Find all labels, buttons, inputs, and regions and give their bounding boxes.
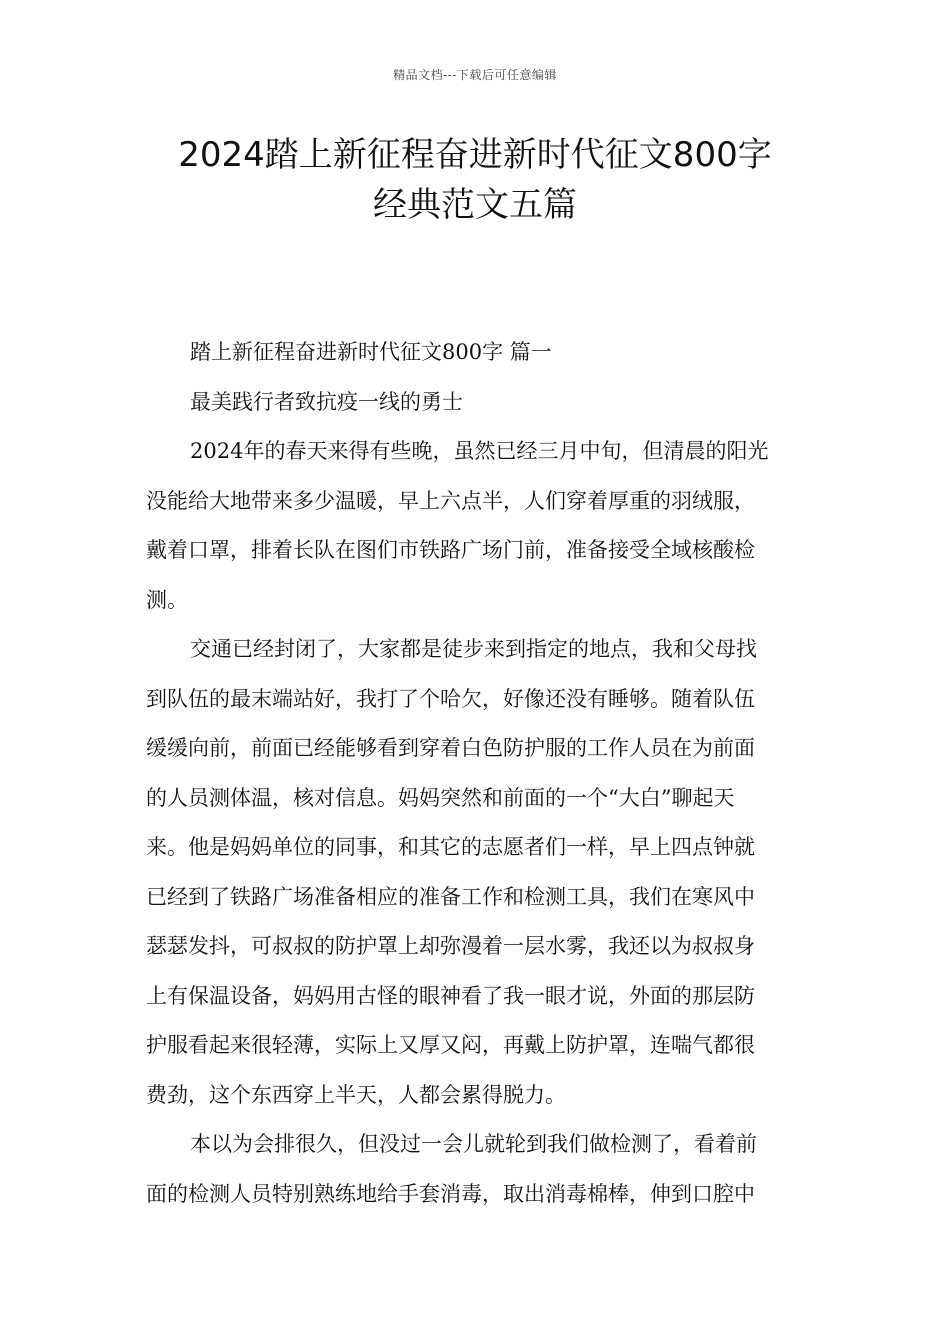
paragraph-line: 面的检测人员特别熟练地给手套消毒，取出消毒棉棒，伸到口腔中 [146,1181,755,1206]
paragraph-line: 缓缓向前，前面已经能够看到穿着白色防护服的工作人员在为前面 [146,736,755,760]
paragraph-2 [146,625,806,1120]
section-heading: 踏上新征程奋进新时代征文800字 篇一 [190,340,552,364]
document-title-line-2: 经典范文五篇 [373,185,577,225]
paragraph-1 [146,427,806,625]
paragraph-line: 的人员测体温，核对信息。妈妈突然和前面的一个“大白”聊起天 [146,785,735,810]
paragraph-line: 来。他是妈妈单位的同事，和其它的志愿者们一样，早上四点钟就 [146,835,755,859]
document-title-line-1: 2024踏上新征程奋进新时代征文800字 [178,135,772,175]
paragraph-line: 测。 [146,587,188,612]
paragraph-line: 已经到了铁路广场准备相应的准备工作和检测工具，我们在寒风中 [146,884,755,909]
paragraph-line: 费劲，这个东西穿上半天，人都会累得脱力。 [146,1082,566,1107]
paragraph-line: 2024年的春天来得有些晚，虽然已经三月中旬，但清晨的阳光 [190,439,769,463]
paragraph-line: 交通已经封闭了，大家都是徒步来到指定的地点，我和父母找 [190,637,757,661]
paragraph-line: 上有保温设备，妈妈用古怪的眼神看了我一眼才说，外面的那层防 [146,983,755,1008]
paragraph-line: 本以为会排很久，但没过一会儿就轮到我们做检测了，看着前 [190,1132,757,1156]
document-title [100,130,850,230]
paragraph-line: 瑟瑟发抖，可叔叔的防护罩上却弥漫着一层水雾，我还以为叔叔身 [146,934,755,958]
document-body [146,328,806,1219]
paragraph-line: 戴着口罩，排着长队在图们市铁路广场门前，准备接受全域核酸检 [146,538,755,562]
paragraph-line: 到队伍的最末端站好，我打了个哈欠，好像还没有睡够。随着队伍 [146,686,755,711]
paragraph-line: 护服看起来很轻薄，实际上又厚又闷，再戴上防护罩，连喘气都很 [146,1033,755,1057]
paragraph-line: 没能给大地带来多少温暖，早上六点半，人们穿着厚重的羽绒服， [146,488,755,513]
article-title: 最美践行者致抗疫一线的勇士 [190,389,463,414]
paragraph-3 [146,1120,806,1219]
header-note: 精品文档---下载后可任意编辑 [393,68,557,82]
